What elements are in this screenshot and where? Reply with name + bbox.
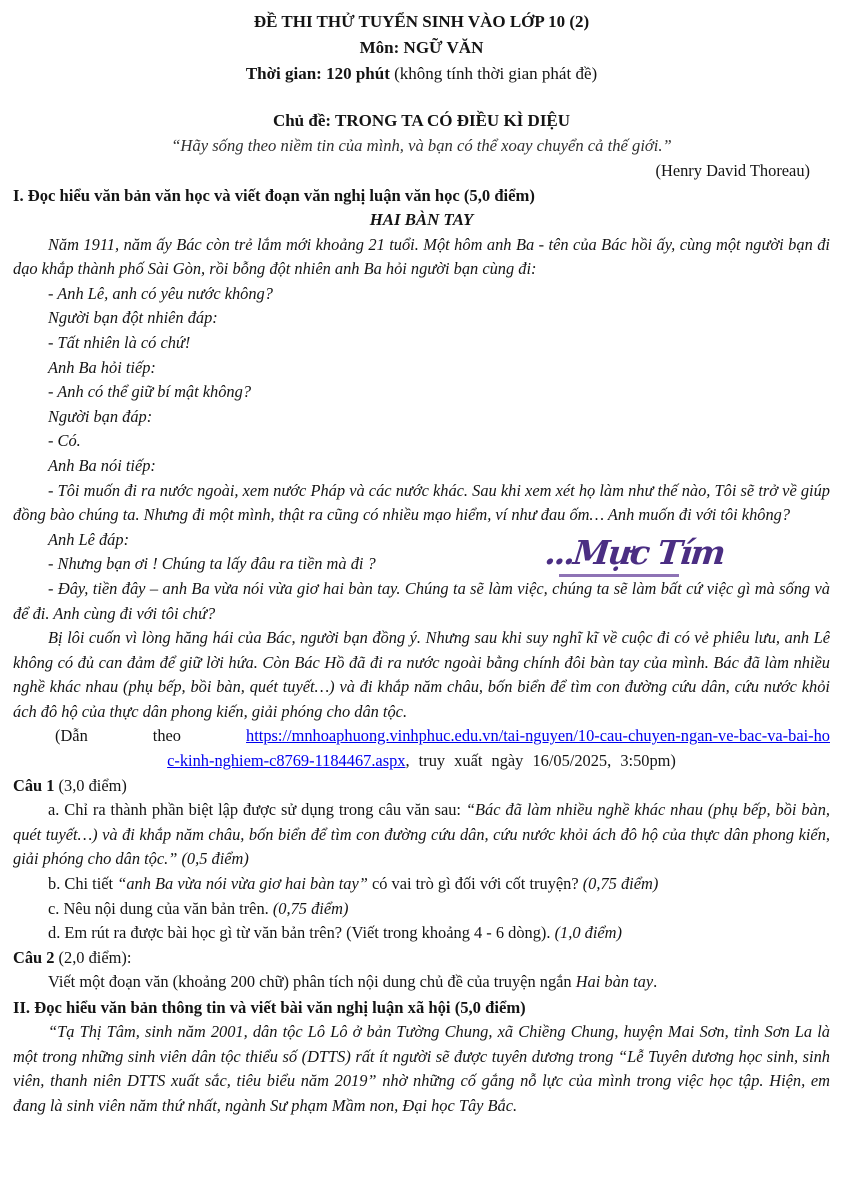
dialogue-line: - Nhưng bạn ơi ! Chúng ta lấy đâu ra tiền mà đi ?	[48, 554, 376, 574]
dialogue-line: Người bạn đáp:	[48, 406, 153, 426]
section-2-paragraph: “Tạ Thị Tâm, sinh năm 2001, dân tộc Lô Lô ở bản Tường Chung, xã Chiềng Chung, huyện Mai Sơn, tỉnh Sơn La là một trong những sinh viên dân tộc thiểu số (DTTS) rất ít người sẽ được tuyên dương trong “Lễ Tuyên dương học sinh, sinh viên, thanh niên DTTS xuất sắc, tiêu biểu năm 2019” nhờ những cố gắng nỗ lực của mình trong việc học tập. Hiện, em đang là sinh viên năm thứ nhất, ngành Sư phạm Mầm non, Đại học Tây Bắc.	[13, 1022, 830, 1115]
citation-suffix: , truy xuất ngày 16/05/2025, 3:50pm)	[405, 751, 676, 771]
exam-title: ĐỀ THI THỬ TUYỂN SINH VÀO LỚP 10 (2)	[253, 12, 590, 31]
source-link-line1[interactable]: https://mnhoaphuong.vinhphuc.edu.vn/tai-nguyen/10-cau-chuyen-ngan-ve-bac-va-bai-ho	[246, 726, 830, 746]
exam-time-label: Thời gian: 120 phút	[245, 64, 390, 83]
question-1-heading: Câu 1 (3,0 điểm)	[13, 775, 127, 795]
dialogue-line: - Anh có thể giữ bí mật không?	[48, 382, 252, 402]
story-title: HAI BÀN TAY	[369, 210, 474, 229]
quote-author: (Henry David Thoreau)	[655, 161, 810, 180]
dialogue-line: - Anh Lê, anh có yêu nước không?	[48, 283, 273, 303]
question-2-heading: Câu 2 (2,0 điểm):	[13, 947, 132, 967]
citation-line-1: (Dẫn theo https://mnhoaphuong.vinhphuc.edu.vn/tai-nguyen/10-cau-chuyen-ngan-ve-bac-va-bai-ho	[55, 726, 830, 746]
story-paragraph: Năm 1911, năm ấy Bác còn trẻ lắm mới khoảng 21 tuổi. Một hôm anh Ba - tên của Bác hồi ấy, cùng một người bạn đi dạo khắp thành phố Sài Gòn, rồi bỗng đột nhiên anh Ba hỏi người bạn cùng đi:	[13, 234, 830, 279]
question-1-label: Câu 1	[13, 775, 55, 795]
citation-prefix: (Dẫn	[55, 726, 88, 746]
exam-time	[13, 61, 830, 87]
exam-theme: Chủ đề: TRONG TA CÓ ĐIỀU KÌ DIỆU	[272, 111, 571, 130]
story-paragraph: - Tôi muốn đi ra nước ngoài, xem nước Pháp và các nước khác. Sau khi xem xét họ làm như thế nào, Tôi sẽ trở về giúp đồng bào chúng ta. Nhưng đi một mình, thật ra cũng có nhiều mạo hiểm, ví như đau ốm… Anh muốn đi với tôi không?	[13, 480, 830, 525]
muc-tim-logo-text: ...Mực Tím	[543, 533, 726, 572]
question-2-label: Câu 2	[13, 947, 55, 967]
story-paragraph: Bị lôi cuốn vì lòng hăng hái của Bác, người bạn đồng ý. Nhưng sau khi suy nghĩ kĩ về cuộc đi có vẻ phiêu lưu, anh Lê không có đủ can đảm để giữ lời hứa. Còn Bác Hồ đã đi ra nước ngoài bằng chính đôi bàn tay của mình. Bác đã làm nhiều nghề khác nhau (phụ bếp, bồi bàn, quét tuyết…) và đi khắp năm châu, bốn biển để tìm con đường cứu dân, cứu nước khỏi ách đô hộ của thực dân phong kiến, giải phóng cho dân tộc.	[13, 628, 830, 721]
dialogue-line: Anh Ba hỏi tiếp:	[48, 357, 156, 377]
exam-subject: Môn: NGỮ VĂN	[359, 38, 484, 57]
exam-time-note: (không tính thời gian phát đề)	[389, 64, 598, 83]
dialogue-line: - Tất nhiên là có chứ!	[48, 332, 191, 352]
section-2-heading: II. Đọc hiểu văn bản thông tin và viết bài văn nghị luận xã hội (5,0 điểm)	[13, 998, 526, 1017]
dialogue-line: - Có.	[48, 431, 81, 451]
dialogue-line: Anh Ba nói tiếp:	[48, 455, 156, 475]
section-1-heading: I. Đọc hiểu văn bản văn học và viết đoạn văn nghị luận văn học (5,0 điểm)	[13, 186, 535, 205]
story-paragraph: - Đây, tiền đây – anh Ba vừa nói vừa giơ hai bàn tay. Chúng ta sẽ làm việc, chúng ta sẽ làm bất cứ việc gì mà sống và để đi. Anh cùng đi với tôi chứ?	[13, 578, 830, 623]
question-1d: d. Em rút ra được bài học gì từ văn bản trên? (Viết trong khoảng 4 - 6 dòng). (1,0 điểm)	[48, 923, 622, 943]
dialogue-line: Người bạn đột nhiên đáp:	[48, 308, 218, 328]
header-spacer	[13, 87, 830, 108]
theme-quote: “Hãy sống theo niềm tin của mình, và bạn có thể xoay chuyển cả thế giới.”	[171, 136, 672, 155]
source-link-line2[interactable]: c-kinh-nghiem-c8769-1184467.aspx	[167, 751, 406, 771]
question-1a: a. Chỉ ra thành phần biệt lập được sử dụng trong câu văn sau: “Bác đã làm nhiều nghề khác nhau (phụ bếp, bồi bàn, quét tuyết…) và đi khắp năm châu, bốn biển để tìm con đường cứu dân, cứu nước khỏi ách đô hộ của thực dân phong kiến, giải phóng cho dân tộc.” (0,5 điểm)	[13, 800, 830, 869]
citation-line-2	[13, 749, 830, 774]
question-1b: b. Chi tiết “anh Ba vừa nói vừa giơ hai bàn tay” có vai trò gì đối với cốt truyện? (0,75 điểm)	[48, 874, 659, 894]
question-1c: c. Nêu nội dung của văn bản trên. (0,75 điểm)	[48, 898, 349, 918]
dialogue-line: Anh Lê đáp:	[48, 529, 130, 549]
question-2-task: Viết một đoạn văn (khoảng 200 chữ) phân tích nội dung chủ đề của truyện ngắn Hai bàn tay.	[48, 972, 658, 992]
